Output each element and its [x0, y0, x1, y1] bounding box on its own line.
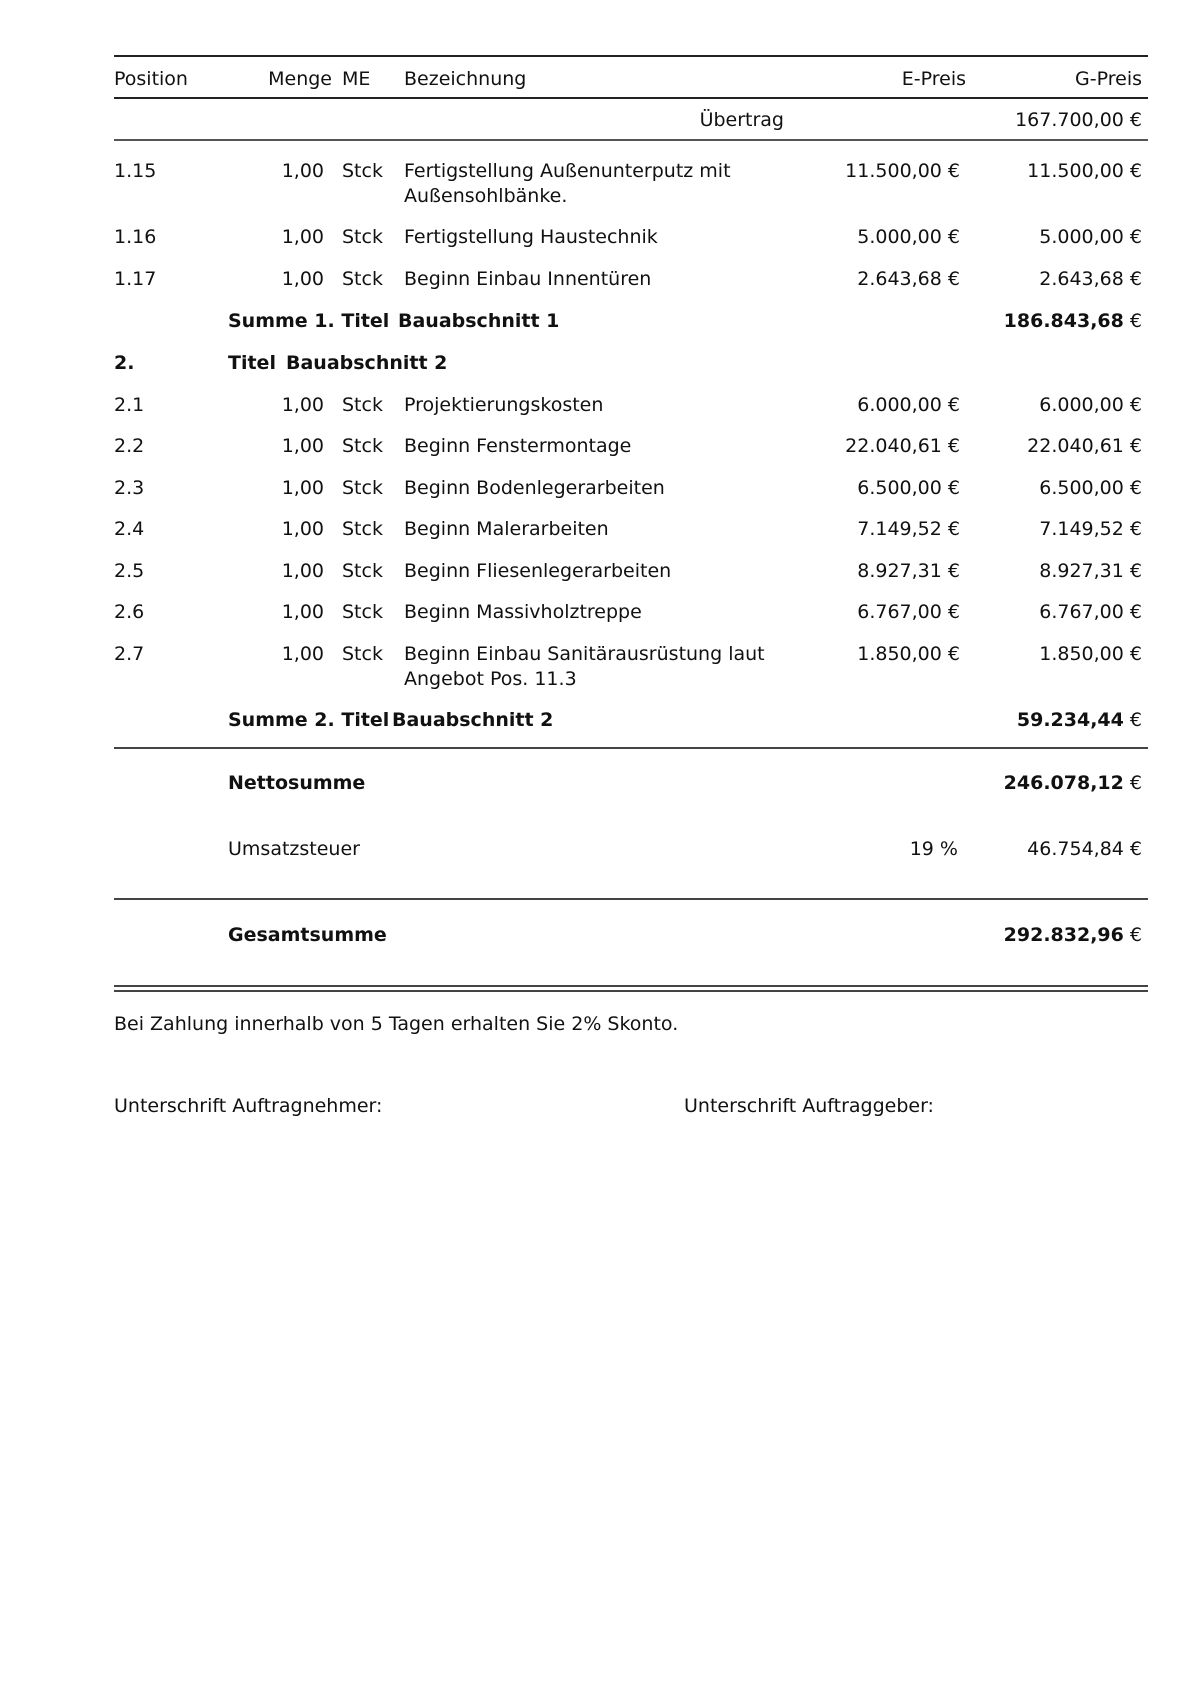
row-gpreis: 22.040,61 €	[1027, 435, 1142, 457]
uebertrag-value: 167.700,00 €	[1015, 109, 1142, 131]
netto-label: Nettosumme	[228, 772, 366, 794]
gesamt-currency: €	[1129, 924, 1142, 946]
row-position: 2.6	[114, 601, 145, 623]
row-position: 1.15	[114, 160, 157, 182]
header-position: Position	[114, 68, 188, 90]
ust-value: 46.754,84 €	[1027, 838, 1142, 860]
subtotal-value: 186.843,68	[1003, 310, 1124, 332]
row-me: Stck	[342, 226, 383, 248]
row-position: 2.2	[114, 435, 145, 457]
row-gpreis: 8.927,31 €	[1039, 560, 1142, 582]
table-top-rule	[114, 55, 1148, 57]
section-label: Titel	[228, 352, 276, 374]
uebertrag-label: Übertrag	[699, 109, 784, 131]
row-menge: 1,00	[281, 560, 324, 582]
row-position: 2.4	[114, 518, 145, 540]
row-epreis: 7.149,52 €	[857, 518, 960, 540]
row-description: Beginn Fliesenlegerarbeiten	[404, 560, 672, 582]
row-epreis: 11.500,00 €	[845, 160, 960, 182]
row-menge: 1,00	[281, 394, 324, 416]
row-description-line2: Außensohlbänke.	[404, 185, 568, 207]
row-description: Beginn Bodenlegerarbeiten	[404, 477, 665, 499]
row-menge: 1,00	[281, 160, 324, 182]
row-description-line2: Angebot Pos. 11.3	[404, 668, 577, 690]
ust-label: Umsatzsteuer	[228, 838, 360, 860]
row-gpreis: 11.500,00 €	[1027, 160, 1142, 182]
header-epreis: E-Preis	[901, 68, 966, 90]
row-menge: 1,00	[281, 226, 324, 248]
row-me: Stck	[342, 394, 383, 416]
row-description: Beginn Einbau Innentüren	[404, 268, 652, 290]
row-me: Stck	[342, 435, 383, 457]
double-rule-top	[114, 985, 1148, 987]
netto-currency: €	[1129, 772, 1142, 794]
row-description: Projektierungskosten	[404, 394, 604, 416]
row-me: Stck	[342, 477, 383, 499]
row-menge: 1,00	[281, 268, 324, 290]
header-bezeichnung: Bezeichnung	[404, 68, 527, 90]
row-gpreis: 2.643,68 €	[1039, 268, 1142, 290]
row-epreis: 6.767,00 €	[857, 601, 960, 623]
row-me: Stck	[342, 601, 383, 623]
subtotal-rule	[114, 747, 1148, 749]
gesamt-amount	[900, 924, 1142, 946]
subtotal-currency: €	[1129, 310, 1142, 332]
row-gpreis: 6.767,00 €	[1039, 601, 1142, 623]
row-menge: 1,00	[281, 518, 324, 540]
row-gpreis: 6.000,00 €	[1039, 394, 1142, 416]
row-epreis: 2.643,68 €	[857, 268, 960, 290]
row-description: Fertigstellung Außenunterputz mit	[404, 160, 731, 182]
gesamt-label: Gesamtsumme	[228, 924, 387, 946]
row-position: 2.5	[114, 560, 145, 582]
netto-amount	[900, 772, 1142, 794]
row-menge: 1,00	[281, 643, 324, 665]
row-description: Beginn Einbau Sanitärausrüstung laut	[404, 643, 765, 665]
row-me: Stck	[342, 643, 383, 665]
subtotal-amount	[900, 310, 1142, 332]
header-menge: Menge	[268, 68, 332, 90]
row-epreis: 6.000,00 €	[857, 394, 960, 416]
uebertrag-rule	[114, 139, 1148, 141]
row-menge: 1,00	[281, 477, 324, 499]
subtotal-currency: €	[1129, 709, 1142, 731]
row-position: 2.3	[114, 477, 145, 499]
row-gpreis: 7.149,52 €	[1039, 518, 1142, 540]
row-me: Stck	[342, 160, 383, 182]
ust-rate: 19 %	[909, 838, 958, 860]
section-number: 2.	[114, 352, 135, 374]
row-position: 2.1	[114, 394, 145, 416]
total-rule	[114, 898, 1148, 900]
subtotal-title: Bauabschnitt 2	[392, 709, 554, 731]
subtotal-value: 59.234,44	[1016, 709, 1124, 731]
gesamt-value: 292.832,96	[1003, 924, 1124, 946]
row-epreis: 6.500,00 €	[857, 477, 960, 499]
row-menge: 1,00	[281, 601, 324, 623]
row-description: Fertigstellung Haustechnik	[404, 226, 658, 248]
row-epreis: 1.850,00 €	[857, 643, 960, 665]
header-gpreis: G-Preis	[1075, 68, 1142, 90]
row-epreis: 22.040,61 €	[845, 435, 960, 457]
skonto-note: Bei Zahlung innerhalb von 5 Tagen erhalten Sie 2% Skonto.	[114, 1013, 679, 1035]
row-me: Stck	[342, 268, 383, 290]
row-me: Stck	[342, 560, 383, 582]
row-description: Beginn Fenstermontage	[404, 435, 632, 457]
row-epreis: 8.927,31 €	[857, 560, 960, 582]
header-me: ME	[342, 68, 371, 90]
row-description: Beginn Massivholztreppe	[404, 601, 642, 623]
subtotal-amount	[900, 709, 1142, 731]
row-position: 2.7	[114, 643, 145, 665]
row-menge: 1,00	[281, 435, 324, 457]
row-gpreis: 6.500,00 €	[1039, 477, 1142, 499]
row-gpreis: 1.850,00 €	[1039, 643, 1142, 665]
subtotal-label: Summe 1. Titel	[228, 310, 390, 332]
row-description: Beginn Malerarbeiten	[404, 518, 609, 540]
row-position: 1.17	[114, 268, 157, 290]
signature-contractor-label: Unterschrift Auftragnehmer:	[114, 1095, 383, 1117]
section-title: Bauabschnitt 2	[286, 352, 448, 374]
row-me: Stck	[342, 518, 383, 540]
row-epreis: 5.000,00 €	[857, 226, 960, 248]
row-position: 1.16	[114, 226, 157, 248]
subtotal-title: Bauabschnitt 1	[398, 310, 560, 332]
double-rule-bottom	[114, 990, 1148, 992]
subtotal-label: Summe 2. Titel	[228, 709, 390, 731]
header-rule	[114, 97, 1148, 99]
netto-value: 246.078,12	[1003, 772, 1124, 794]
row-gpreis: 5.000,00 €	[1039, 226, 1142, 248]
signature-client-label: Unterschrift Auftraggeber:	[684, 1095, 934, 1117]
